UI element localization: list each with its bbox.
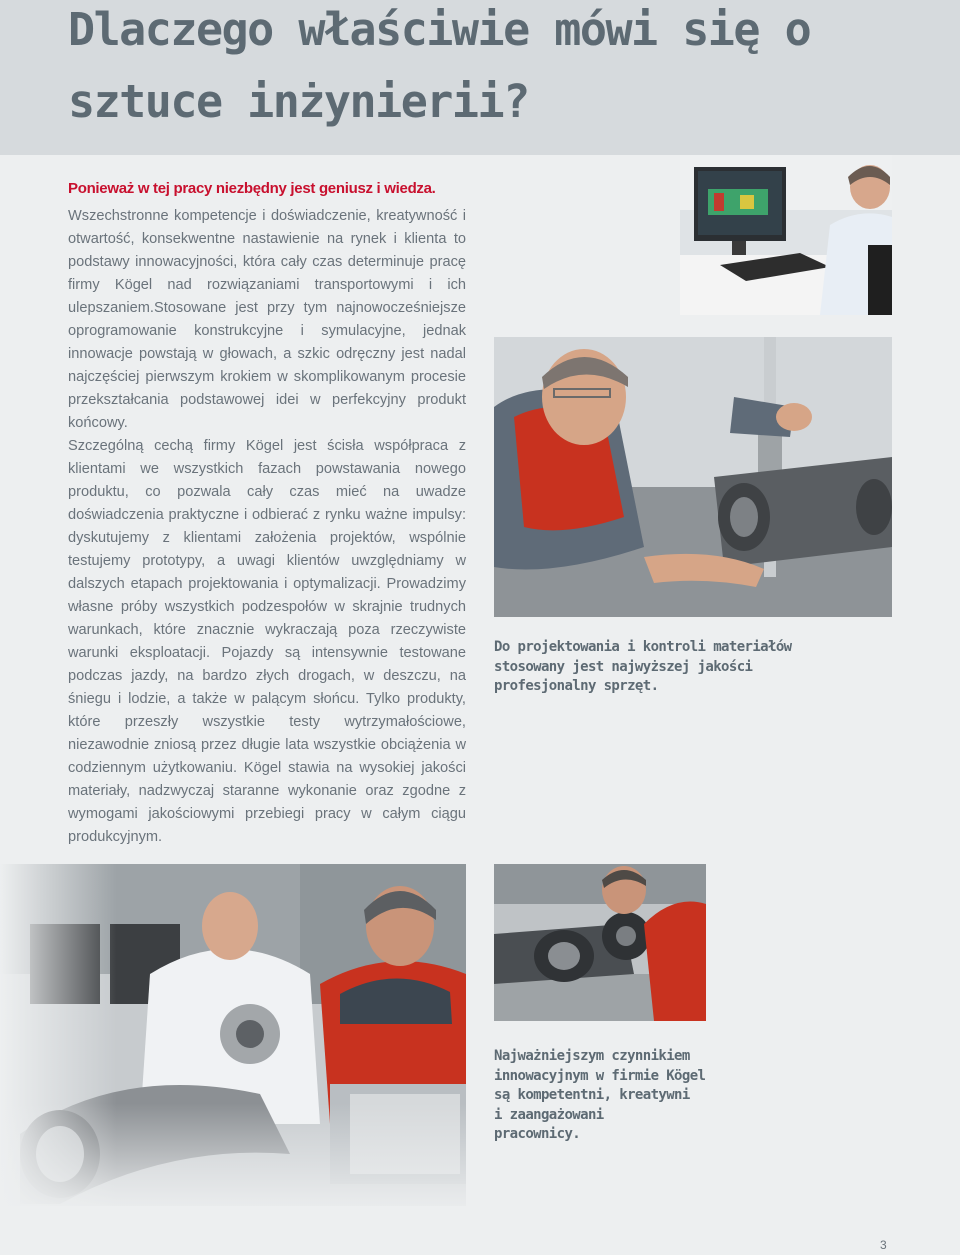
- article-paragraph-2: Szczególną cechą firmy Kögel jest ścisła współpraca z klientami we wszystkich fazach powstawania nowego produktu, co pozwala cały czas mieć na uwadze doświadczenia praktyczne i odbierać z rynku ważne impulsy: dyskutujemy z klientami założenia projektów, wspólnie testujemy prototypy, a uwagi klientów uwzględniamy w dalszych etapach projektowania i optymalizacji. Prowadzimy własne próby wszystkich podzespołów w skrajnie trudnych warunkach, które znacznie wykraczają poza rzeczywiste warunki eksploatacji. Pojazdy są intensywnie testowane podczas jazdy, na bardzo złych drogach, w deszczu, na śniegu i lodzie, a także w palącym słońcu. Tylko produkty, które przeszły wszystkie testy wytrzymałościowe, niezawodnie zniosą przez długie lata wszystkie obciążenia w codziennym użytkowaniu. Kögel stawia na wysokiej jakości materiały, nadzwyczaj staranne wykonanie oraz zgodne z wymogami jakościowymi przebiegi pracy w całym ciągu produkcyjnym.: [68, 438, 466, 845]
- article-paragraph-1: Wszechstronne kompetencje i doświadczenie, kreatywność i otwartość, konsekwentne nastawienie na rynek i klienta to podstawy innowacyjności, która cały czas determinuje pracę firmy Kögel nad rozwiązaniami transportowymi i ich ulepszaniem.Stosowane jest przy tym najnowocześniejsze oprogramowanie konstrukcyjne i symulacyjne, jednak innowacje powstają w głowach, a szkic odręczny jest nadal najczęściej pierwszym krokiem w skomplikowanym procesie przekształcania podstawowej idei w perfekcyjny produkt końcowy.: [68, 208, 466, 431]
- page-title: Dlaczego właściwie mówi się o sztuce inżynierii?: [68, 3, 811, 128]
- photo-engineers-drawing: [0, 864, 466, 1206]
- caption-team: Najważniejszym czynnikiem innowacyjnym w firmie Kögel są kompetentni, kreatywni i zaangażowani pracownicy.: [494, 1048, 706, 1142]
- photo-cad-workstation: [680, 155, 892, 315]
- lead-sentence: Ponieważ w tej pracy niezbędny jest geniusz i wiedza.: [68, 180, 436, 197]
- photo-measurement: [494, 337, 892, 617]
- photo-worker-hub: [494, 864, 706, 1021]
- page-number: 3: [880, 1238, 887, 1252]
- article-body: [68, 205, 466, 849]
- caption-measurement: Do projektowania i kontroli materiałów stosowany jest najwyższej jakości profesjonalny sprzęt.: [494, 639, 792, 694]
